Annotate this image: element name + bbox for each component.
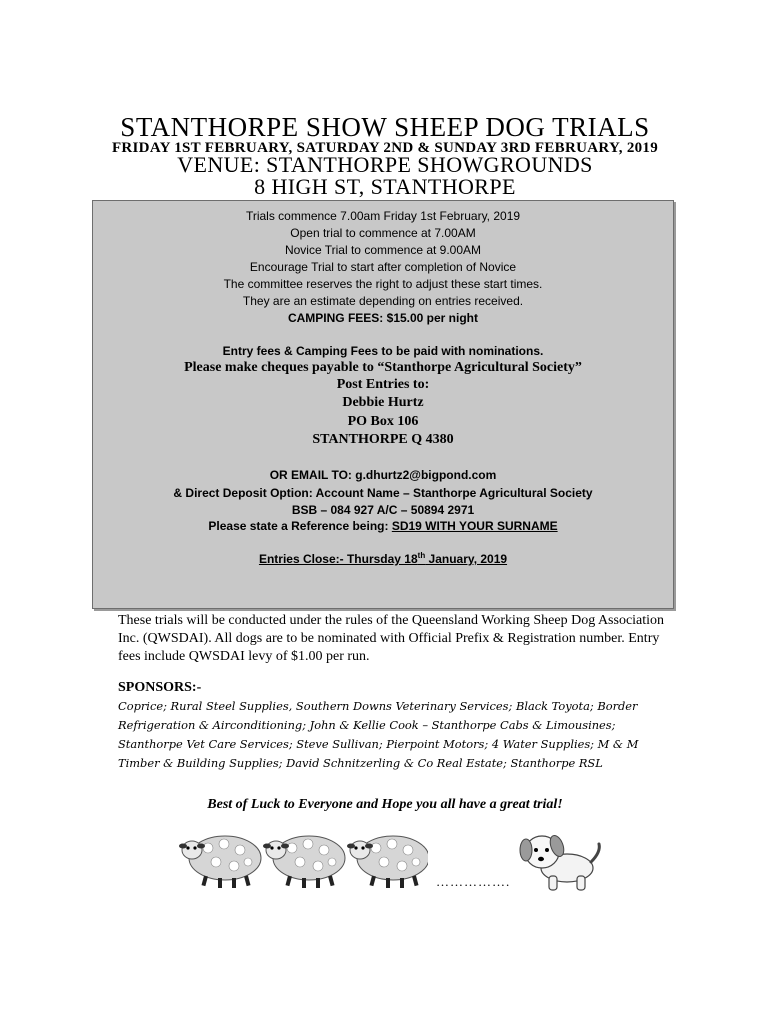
open-trial-line: Open trial to commence at 7.00AM bbox=[290, 226, 476, 240]
address-line: 8 HIGH ST, STANTHORPE bbox=[254, 174, 516, 199]
dog-icon bbox=[515, 828, 605, 894]
contact-name: Debbie Hurtz bbox=[342, 395, 424, 410]
post-entries-label: Post Entries to: bbox=[336, 377, 430, 392]
sheep-icon-row bbox=[178, 828, 428, 890]
email-line bbox=[93, 468, 673, 482]
reference-label: Please state a Reference being: bbox=[208, 519, 392, 533]
cheques-line: Please make cheques payable to “Stanthorpe Agricultural Society” bbox=[184, 360, 582, 375]
novice-trial-line: Novice Trial to commence at 9.00AM bbox=[284, 243, 482, 257]
encourage-trial-line: Encourage Trial to start after completion of Novice bbox=[249, 260, 517, 274]
event-dates: FRIDAY 1ST FEBRUARY, SATURDAY 2ND & SUNDAY 3RD FEBRUARY, 2019 bbox=[111, 140, 659, 156]
dots-line: ……………. bbox=[436, 874, 511, 889]
sponsors-list: Coprice; Rural Steel Supplies, Southern Downs Veterinary Services; Black Toyota; Border Refrigeration & Airconditioning; John & Kellie Cook – Stanthorpe Cabs & Limousines; Stanthorpe Vet Care Services; Steve Sullivan; Pierpoint Motors; 4 Water Supplies; M & M Timber & Building Supplies; David Schnitzerling & Co Real Estate; Stanthorpe RSL bbox=[118, 699, 639, 770]
town-postcode: STANTHORPE Q 4380 bbox=[312, 432, 454, 447]
sponsors-heading: SPONSORS:- bbox=[118, 680, 202, 695]
entries-close bbox=[93, 551, 673, 566]
entries-close-date: January, 2019 bbox=[425, 552, 508, 566]
camping-fees: CAMPING FEES: $15.00 per night bbox=[287, 311, 479, 325]
trial-start-line: Trials commence 7.00am Friday 1st February, 2019 bbox=[245, 209, 521, 223]
email-address[interactable]: g.dhurtz2@bigpond.com bbox=[355, 468, 497, 482]
deposit-line: & Direct Deposit Option: Account Name – Stanthorpe Agricultural Society bbox=[173, 486, 593, 500]
bsb-line: BSB – 084 927 A/C – 50894 2971 bbox=[291, 503, 475, 517]
venue-line: VENUE: STANTHORPE SHOWGROUNDS bbox=[177, 152, 593, 177]
rules-paragraph: These trials will be conducted under the rules of the Queensland Working Sheep Dog Association Inc. (QWSDAI). All dogs are to be nominated with Official Prefix & Registration number. Entry fees include QWSDAI levy of $1.00 per run. bbox=[118, 613, 665, 664]
entry-fees-line: Entry fees & Camping Fees to be paid with nominations. bbox=[222, 344, 544, 358]
page-title: STANTHORPE SHOW SHEEP DOG TRIALS bbox=[120, 112, 650, 142]
reference-line bbox=[93, 519, 673, 533]
email-label: OR EMAIL TO: bbox=[269, 468, 356, 482]
entries-close-sup: th bbox=[417, 551, 426, 560]
closing-message: Best of Luck to Everyone and Hope you all have a great trial! bbox=[207, 797, 563, 812]
estimate-line: They are an estimate depending on entries received. bbox=[242, 294, 524, 308]
info-box bbox=[92, 200, 674, 609]
entries-close-text: Entries Close:- Thursday 18 bbox=[258, 552, 418, 566]
committee-line: The committee reserves the right to adjust these start times. bbox=[223, 277, 543, 291]
po-box: PO Box 106 bbox=[347, 414, 419, 429]
reference-value: SD19 WITH YOUR SURNAME bbox=[391, 519, 558, 533]
